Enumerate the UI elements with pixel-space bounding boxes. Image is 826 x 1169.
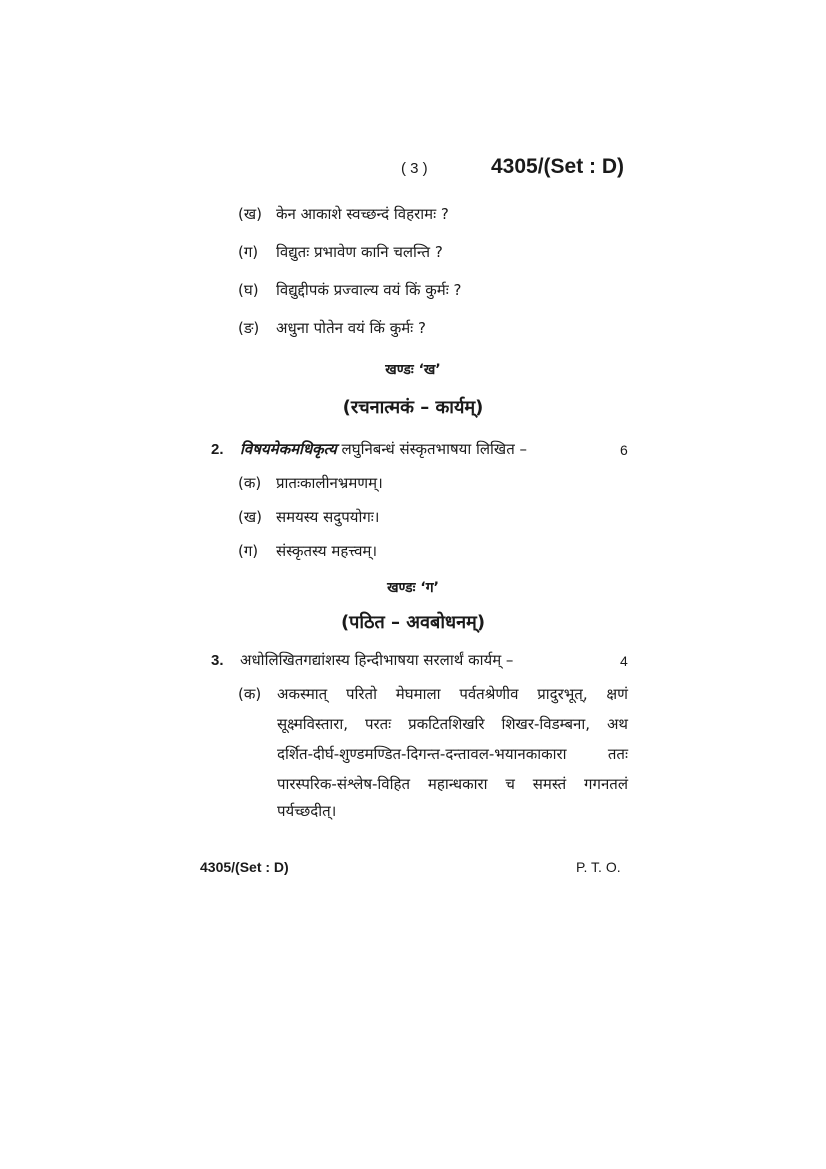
q1-item-text: विद्युतः प्रभावेण कानि चलन्ति ? [276,243,443,261]
passage-line-last: पर्यच्छदीत्। [277,802,337,820]
pto-label: P. T. O. [576,859,621,875]
q1-item-text: केन आकाशे स्वच्छन्दं विहरामः ? [276,205,449,223]
q2-number: 2. [211,441,224,458]
section-b-subtitle: (रचनात्मकं – कार्यम्) [342,397,484,418]
q1-item-label: (ग) [238,243,259,261]
q2-option-text: संस्कृतस्य महत्त्वम्। [276,542,378,560]
q2-option-label: (ख) [238,508,262,526]
q2-option-label: (क) [238,474,262,492]
q1-item-text: अधुना पोतेन वयं किं कुर्मः ? [276,319,426,337]
passage-line: सूक्ष्मविस्तारा, परतः प्रकटितशिखरि शिखर-विडम्बना, अथ [277,715,628,733]
q1-item-label: (ख) [238,205,262,223]
q2-option-label: (ग) [238,542,259,560]
q1-item [238,204,449,224]
q2-marks: 6 [620,442,628,458]
q3-instruction: अधोलिखितगद्यांशस्य हिन्दीभाषया सरलार्थं कार्यम् – [240,651,514,669]
q2-option [238,507,379,527]
q3-part-label: (क) [238,685,262,703]
section-b-title: खण्डः ‘ख’ [385,362,441,378]
paper-code-footer: 4305/(Set : D) [200,859,289,875]
section-c-subtitle: (पठित – अवबोधनम्) [340,612,486,633]
q2-instruction: लघुनिबन्धं संस्कृतभाषया लिखित – [341,440,528,458]
q2-option [238,541,377,561]
q1-item [238,280,462,300]
q3-marks: 4 [620,653,628,669]
passage-line: अकस्मात् परितो मेघमाला पर्वतश्रेणीव प्रादुरभूत्, क्षणं [277,685,628,703]
section-c-title: खण्डः ‘ग’ [387,580,439,596]
q1-item-label: (ङ) [238,319,260,337]
q2-option-text: समयस्य सदुपयोगः। [276,508,380,526]
q1-item-label: (घ) [238,281,259,299]
paper-code-header: 4305/(Set : D) [491,155,625,178]
q1-item [238,318,426,338]
q1-item-text: विद्युद्दीपकं प्रज्वाल्य वयं किं कुर्मः ? [276,281,462,299]
q2-text [240,439,527,459]
passage-line: पारस्परिक-संश्लेष-विहित महान्धकारा च समस्तं गगनतलं [277,775,628,793]
q2-option [238,473,383,493]
q2-option-text: प्रातःकालीनभ्रमणम्। [276,474,383,492]
q1-item [238,242,443,262]
passage-line: दर्शित-दीर्घ-शुण्डमण्डित-दिगन्त-दन्तावल-भयानकाकारा ततः [277,745,628,763]
q2-lead: विषयमेकमधिकृत्य [240,440,337,458]
page-number: ( 3 ) [401,160,428,177]
q3-number: 3. [211,652,224,669]
